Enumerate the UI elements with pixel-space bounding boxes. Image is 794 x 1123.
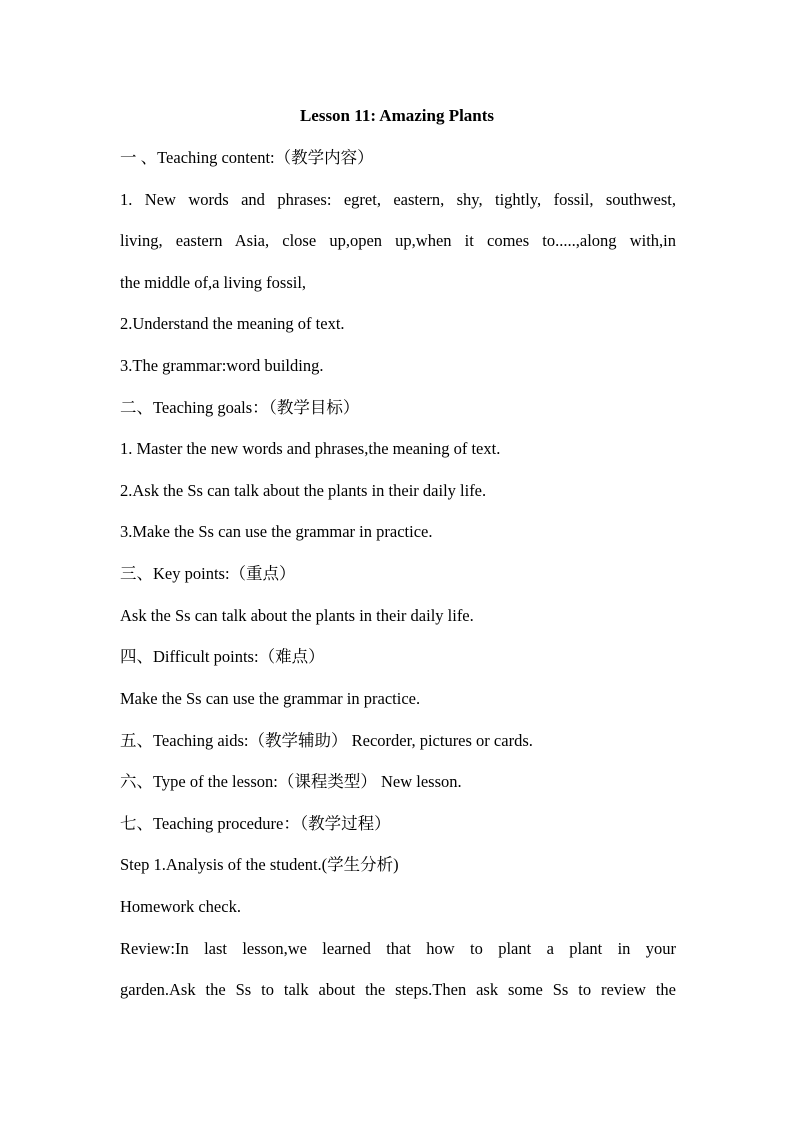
homework-check: Homework check. [120,897,241,916]
key-points-text: Ask the Ss can talk about the plants in their daily life. [120,606,474,625]
new-words-line-1: 1. New words and phrases: egret, eastern, shy, tightly, fossil, southwest, [120,190,676,209]
section-lesson-type: 六、Type of the lesson:（课程类型） New lesson. [120,772,462,791]
section-teaching-aids: 五、Teaching aids:（教学辅助） Recorder, pictures or cards. [120,731,533,750]
section-teaching-content-heading: 一 、Teaching content:（教学内容） [120,148,374,167]
section-difficult-points-heading: 四、Difficult points:（难点） [120,647,325,666]
review-line-2: garden.Ask the Ss to talk about the steps.Then ask some Ss to review the [120,980,676,999]
goal-item-2: 2.Ask the Ss can talk about the plants in their daily life. [120,481,487,500]
new-words-line-2: living, eastern Asia, close up,open up,when it comes to.....,along with,in [120,231,676,250]
goal-item-1: 1. Master the new words and phrases,the meaning of text. [120,439,501,458]
difficult-points-text: Make the Ss can use the grammar in practice. [120,689,421,708]
procedure-step-1: Step 1.Analysis of the student.(学生分析) [120,855,399,874]
content-item-2: 2.Understand the meaning of text. [120,314,345,333]
section-teaching-goals-heading: 二、Teaching goals：（教学目标） [120,398,360,417]
review-line-1: Review:In last lesson,we learned that how to plant a plant in your [120,939,676,958]
lesson-title: Lesson 11: Amazing Plants [299,106,495,125]
content-item-3: 3.The grammar:word building. [120,356,324,375]
section-teaching-procedure-heading: 七、Teaching procedure：（教学过程） [120,814,391,833]
goal-item-3: 3.Make the Ss can use the grammar in practice. [120,522,433,541]
section-key-points-heading: 三、Key points:（重点） [120,564,296,583]
new-words-line-3: the middle of,a living fossil, [120,273,307,292]
